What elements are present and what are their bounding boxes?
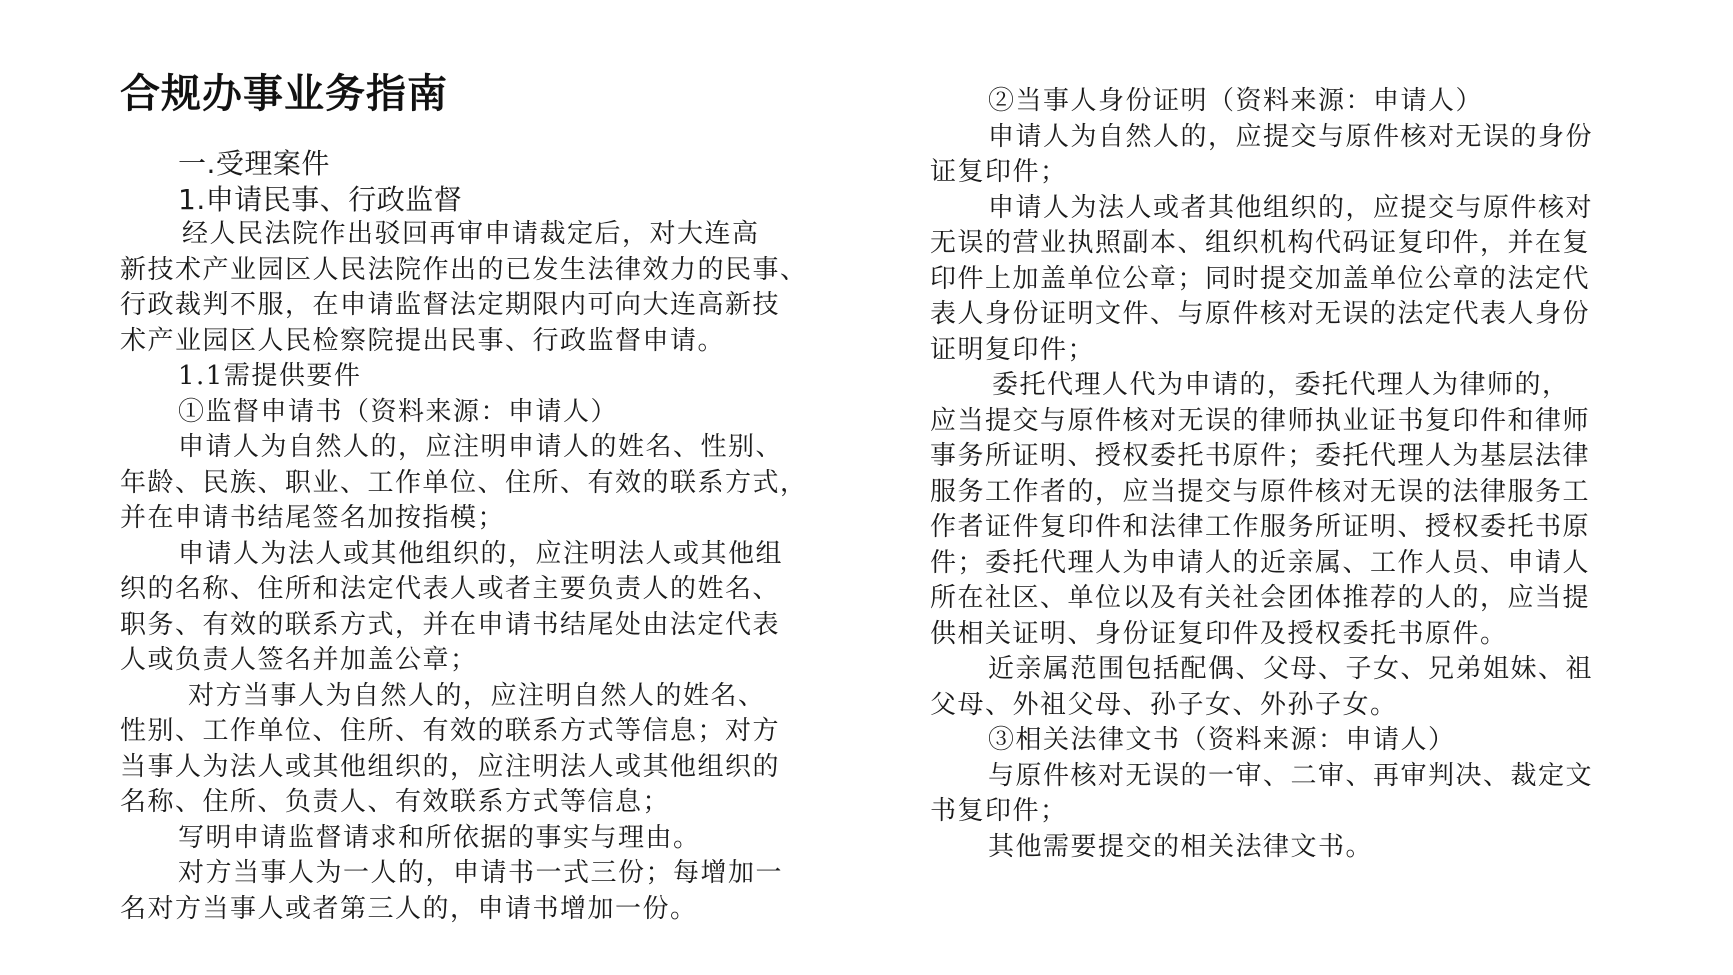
- text-line: 职务、有效的联系方式，并在申请书结尾处由法定代表: [120, 609, 781, 640]
- text-line: 名对方当事人或者第三人的，申请书增加一份。: [120, 893, 698, 924]
- text-line: 行政裁判不服，在申请监督法定期限内可向大连高新技: [120, 290, 781, 320]
- text-line: 作者证件复印件和法律工作服务所证明、授权委托书原: [930, 512, 1591, 542]
- text-line: 服务工作者的，应当提交与原件核对无误的法律服务工: [930, 476, 1591, 507]
- text-line: 对方当事人为一人的，申请书一式三份；每增加一: [178, 858, 784, 888]
- text-line: 无误的营业执照副本、组织机构代码证复印件，并在复: [930, 228, 1591, 258]
- text-line: ②当事人身份证明（资料来源：申请人）: [988, 86, 1484, 116]
- section-heading: 1.申请民事、行政监督: [178, 182, 463, 216]
- text-line: 供相关证明、身份证复印件及授权委托书原件。: [930, 618, 1508, 649]
- text-line: 人或负责人签名并加盖公章；: [120, 645, 478, 675]
- text-line: ③相关法律文书（资料来源：申请人）: [988, 725, 1456, 755]
- text-line: 书复印件；: [930, 796, 1068, 826]
- page-title: 合规办事业务指南: [120, 71, 448, 117]
- text-line: 写明申请监督请求和所依据的事实与理由。: [178, 822, 701, 853]
- text-line: 并在申请书结尾签名加按指模；: [120, 503, 506, 533]
- text-line: 织的名称、住所和法定代表人或者主要负责人的姓名、: [120, 574, 781, 604]
- text-line: 申请人为法人或其他组织的，应注明法人或其他组: [178, 538, 784, 569]
- text-line: 所在社区、单位以及有关社会团体推荐的人的，应当提: [930, 583, 1591, 613]
- text-line: 其他需要提交的相关法律文书。: [988, 831, 1374, 862]
- text-line: ①监督申请书（资料来源：申请人）: [178, 396, 619, 427]
- text-line: 经人民法院作出驳回再审申请裁定后，对大连高: [182, 219, 760, 249]
- text-line: 件；委托代理人为申请人的近亲属、工作人员、申请人: [930, 547, 1591, 578]
- text-line: 申请人为自然人的，应注明申请人的姓名、性别、: [178, 432, 784, 462]
- text-line: 事务所证明、授权委托书原件；委托代理人为基层法律: [930, 441, 1591, 471]
- text-line: 证明复印件；: [930, 334, 1096, 365]
- text-line: 性别、工作单位、住所、有效的联系方式等信息；对方: [120, 716, 781, 746]
- text-line: 应当提交与原件核对无误的律师执业证书复印件和律师: [930, 405, 1591, 436]
- text-line: 证复印件；: [930, 157, 1068, 187]
- text-line: 申请人为法人或者其他组织的，应提交与原件核对: [988, 192, 1594, 223]
- text-line: 名称、住所、负责人、有效联系方式等信息；: [120, 787, 671, 817]
- text-line: 与原件核对无误的一审、二审、再审判决、裁定文: [988, 760, 1594, 791]
- section-heading: 一.受理案件: [178, 147, 330, 180]
- text-line: 对方当事人为自然人的，应注明自然人的姓名、: [188, 680, 766, 711]
- text-line: 申请人为自然人的，应提交与原件核对无误的身份: [988, 121, 1594, 152]
- left-text-column: [120, 146, 840, 927]
- text-line: 表人身份证明文件、与原件核对无误的法定代表人身份: [930, 299, 1591, 329]
- text-line: 年龄、民族、职业、工作单位、住所、有效的联系方式，: [120, 467, 808, 498]
- text-line: 新技术产业园区人民法院作出的已发生法律效力的民事、: [120, 254, 808, 285]
- text-line: 印件上加盖单位公章；同时提交加盖单位公章的法定代: [930, 263, 1591, 294]
- text-line: 1.1需提供要件: [178, 361, 362, 391]
- right-text-column: [930, 84, 1630, 865]
- text-line: 术产业园区人民检察院提出民事、行政监督申请。: [120, 325, 726, 356]
- text-line: 父母、外祖父母、孙子女、外孙子女。: [930, 689, 1398, 720]
- text-line: 当事人为法人或其他组织的，应注明法人或其他组织的: [120, 751, 781, 782]
- text-line: 近亲属范围包括配偶、父母、子女、兄弟姐妹、祖: [988, 654, 1594, 684]
- text-line: 委托代理人代为申请的，委托代理人为律师的，: [992, 370, 1570, 400]
